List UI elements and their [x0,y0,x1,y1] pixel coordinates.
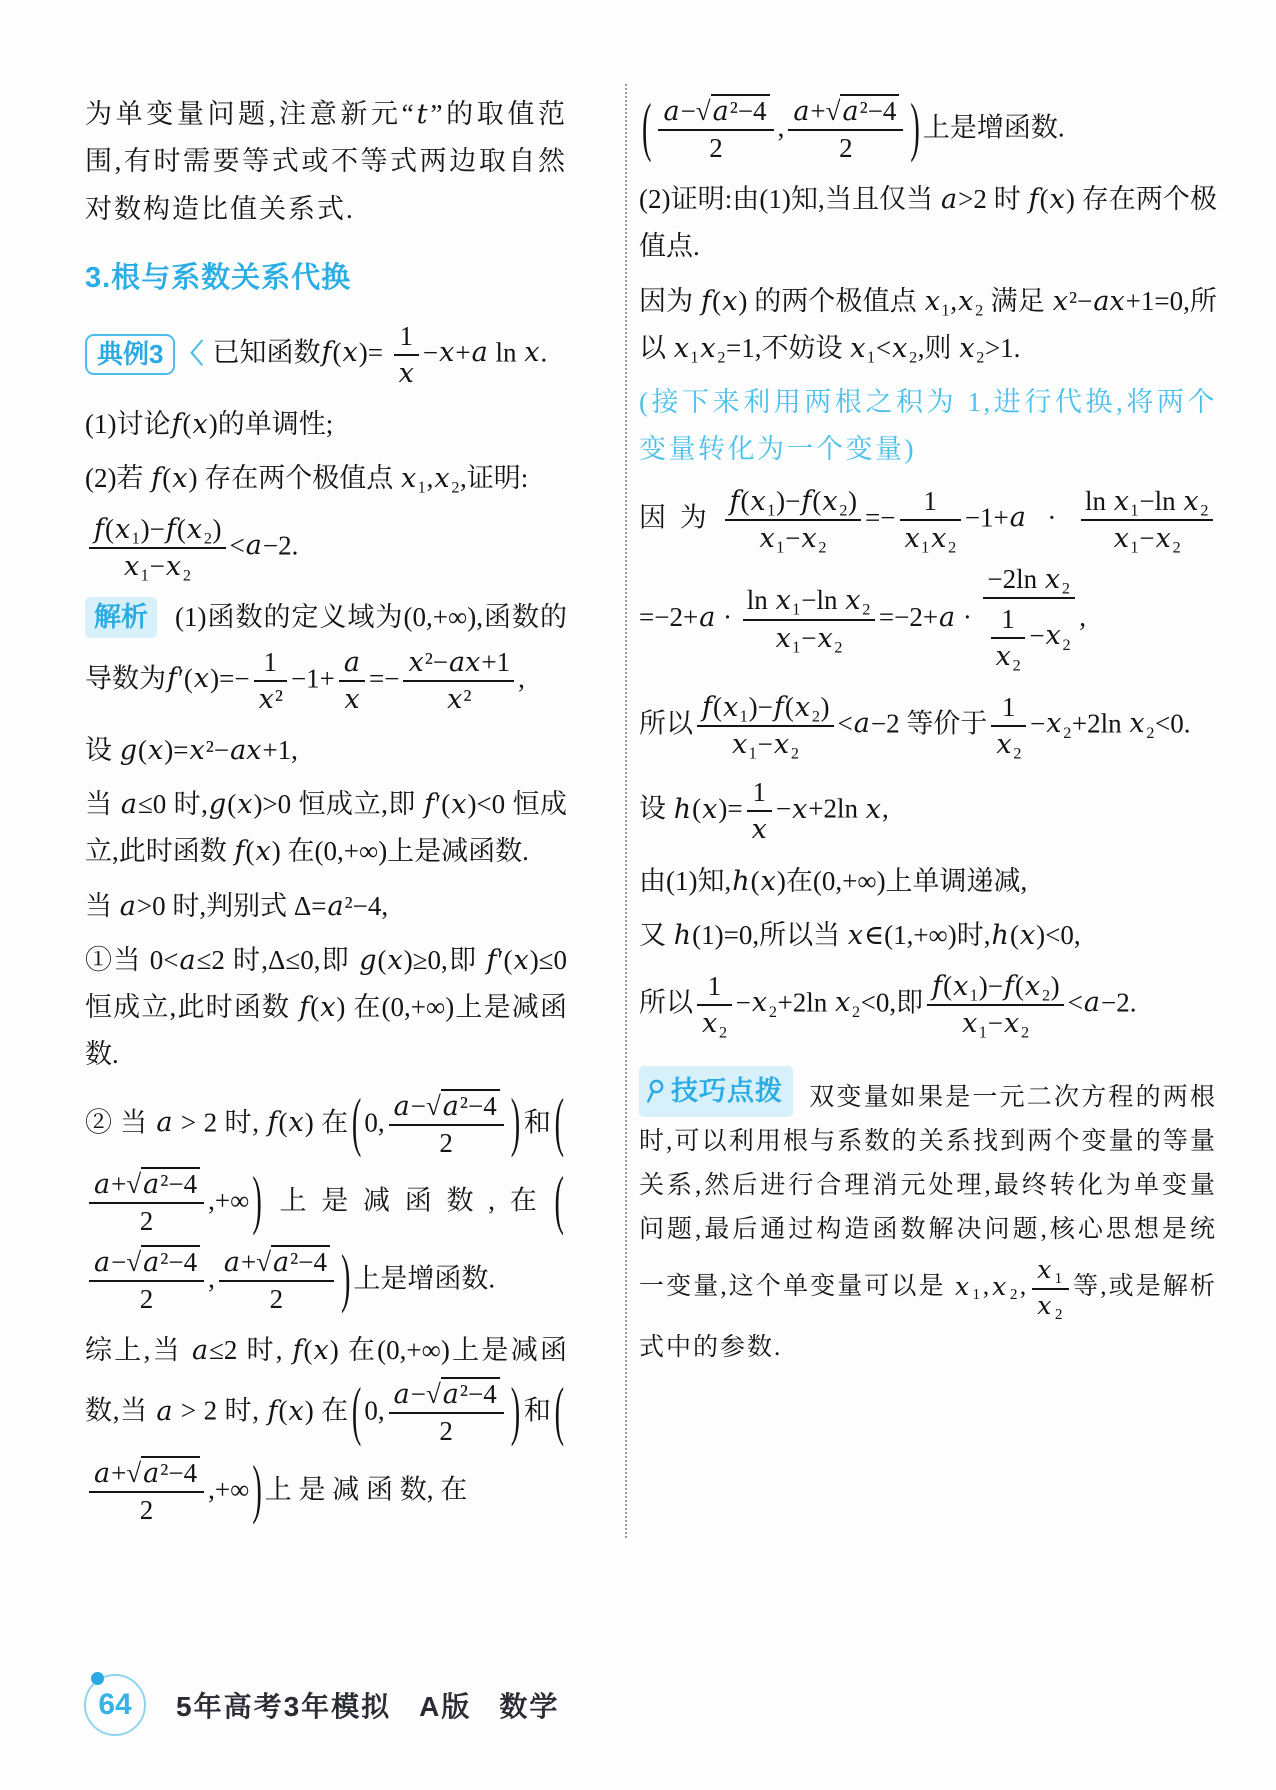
math-var: x [865,793,882,825]
big-paren: ) [252,1455,262,1527]
math-var: x [822,485,838,517]
math-var: x [172,462,188,494]
paragraph: 设 g(x)=x²−ax+1, [85,734,298,766]
math-var: a [793,96,810,127]
numerator: 1 [707,971,722,1002]
math-var: x [959,332,975,364]
numerator: a+√a²−4 [89,1167,204,1202]
big-paren: ) [252,1166,262,1238]
math-var: x [931,522,947,554]
paragraph: (2)若 f(x) 存在两个极值点 x₁,x₂,证明: [85,462,529,494]
math-var: x [835,987,851,1019]
numerator: a−√a²−4 [89,1245,204,1280]
fraction [725,484,862,556]
math-var: f [729,485,740,517]
math-var: x [760,865,776,897]
math-var: x [400,462,417,494]
radicand: a²−4 [711,94,770,126]
math-var: a [471,336,488,368]
left-column [85,84,567,1538]
sqrt [256,1245,330,1277]
denominator: 2 [389,1412,504,1449]
paragraph: ①当 0<a≤2 时,Δ≤0,即 g(x)≥0,即 f′(x)≤0 恒成立,此时函数 f(x) 在(0,+∞)上是减函数. [85,944,567,1070]
math-var: x [408,646,424,678]
math-var: a [120,789,137,821]
numerator: 1 [1001,603,1015,634]
paragraph: 因为 f(x) 的两个极值点 x₁,x₂ 满足 x²−ax+1=0,所以 x₁x₂=1,不妨设 x₁<x₂,则 x₂>1. [639,285,1217,364]
fraction [339,645,365,717]
math-var: a [327,890,344,922]
math-var: x [288,1106,304,1138]
denominator [339,680,365,717]
page-number-badge [84,1674,146,1736]
math-var: h [673,793,692,825]
math-var: x [1046,708,1062,740]
math-var: x [344,683,360,715]
math-var: x [759,522,775,554]
radical-sign: √ [126,1168,142,1199]
book-info [176,1685,559,1725]
math-var: a [663,96,680,127]
math-var: x [673,332,689,364]
math-var: x [1037,1290,1054,1320]
math-var: f [167,662,177,694]
radical-sign: √ [825,96,841,126]
math-var: a [393,1379,410,1411]
math-var: f [267,1106,278,1138]
numerator: a+√a²−4 [89,1456,204,1491]
math-var: a [343,646,361,678]
numerator: f(x₁)−f(x₂) [932,971,1060,1003]
big-paren: ( [351,1088,362,1160]
fraction [1032,1254,1069,1323]
paragraph: 为单变量问题,注意新元“t”的取值范围,有时需要等式或不等式两边取自然对数构造比值关系式. [85,99,568,224]
fraction [89,512,226,584]
section-heading: 3.根与系数关系代换 [85,261,352,294]
math-var: x [792,793,808,825]
solution-block: 解析 (1)函数的定义域为(0,+∞),函数的导数为f′(x)=− $\frac{1}{\text{x²}}$ −1+ $\frac{a}{x}$ =− $\frac{\text{x²−ax+1}}{\text{x²}}$ , [85,594,567,719]
math-var: g [208,789,227,821]
sqrt [126,1456,200,1488]
fraction [389,1377,504,1449]
paragraph: 所以 $\frac{\text{f(x₁)−f(x₂)}}{\text{x₁−x₂}}$ <a−2 等价于 $\frac{1}{\text{x₂}}$ −x₂+2ln x₂<0. [639,687,1217,765]
page-number: 64 [98,1688,132,1721]
numerator: x²−ax+1 [408,646,511,678]
numerator: a+√a²−4 [788,94,903,129]
math-var: a [143,1246,160,1278]
math-var: a [393,1090,410,1122]
math-var: x [255,836,271,868]
math-var: a [143,1168,160,1200]
math-var: x [953,971,969,1003]
denominator: x₁−x₂ [743,619,875,656]
denominator: $\frac{1}{\text{x₂}}$ −x₂ [983,597,1076,677]
math-var: a [94,1246,111,1278]
big-paren: ( [554,1166,564,1238]
big-paren: ) [340,1244,351,1316]
math-var: x [192,408,208,440]
paragraph: 综上,当 a≤2 时, f(x) 在(0,+∞)上是减函数,当 a > 2 时, f(x) 在 ( 0, $\frac{\text{a−√a²−4}}{2}$ ) 和 ( $\frac{\text{a+√a²−4}}{2}$ ,+∞ ) 上 是 减 函 数, 在 [85,1327,567,1531]
numerator: f(x₁)−f(x₂) [702,692,830,724]
tip-block: 技巧点拨 双变量如果是一元二次方程的两根时,可以利用根与系数的关系找到两个变量的等量关系,然后进行合理消元处理,最终转化为单变量问题,最后通过构造函数解决问题,核心思想是统一变量,这个单变量可以是 x₁,x₂, $\frac{\text{x₁}}{\text{x₂}}$ 等,或是解析式中的参数. [639,1066,1217,1370]
math-var: x [847,919,864,951]
fraction [394,319,419,391]
math-var: a [939,601,956,633]
content-columns [85,84,1217,1538]
solution-label: 解析 [85,597,157,637]
denominator: x² [403,680,514,717]
badge-dot-icon [91,1672,104,1685]
math-var: ax [1093,285,1125,317]
numerator: a−√a²−4 [389,1089,504,1124]
radical-sign: √ [425,1379,441,1410]
math-var: a [179,944,196,976]
denominator [394,354,419,391]
math-var: f [94,514,104,546]
math-var: x [1155,522,1171,554]
radical-sign: √ [695,96,711,126]
math-var: x [775,585,791,617]
math-var: x [439,336,455,368]
math-var: f [773,692,784,724]
math-var: x [731,729,748,761]
math-var: g [359,944,377,976]
numerator: f(x₁)−f(x₂) [94,514,222,546]
radical-sign: √ [126,1457,142,1488]
math-var: x [398,357,414,389]
math-var: x [1025,971,1041,1003]
big-paren: ( [351,1377,362,1449]
math-var: x [850,332,866,364]
right-column [639,84,1217,1538]
math-var: x [750,485,766,517]
math-var: x [700,332,716,364]
fraction [89,1456,204,1528]
math-var: x [775,622,791,654]
radical-sign: √ [126,1246,142,1277]
paragraph: 当 a≤0 时,g(x)>0 恒成立,即 f′(x)<0 恒成立,此时函数 f(x) 在(0,+∞)上是减函数. [85,789,568,868]
math-var: x [773,729,790,761]
paragraph: $\frac{\text{f(x₁)−f(x₂)}}{\text{x₁−x₂}}$ <a−2. [85,509,567,587]
math-var: x [722,285,738,317]
math-var: f [702,692,712,724]
radicand: a²−4 [441,1377,500,1409]
math-var: f [1004,971,1015,1003]
radicand: a²−4 [441,1089,500,1121]
math-var: x [1019,919,1036,951]
math-var: f [151,462,162,494]
denominator: x₁−x₂ [89,547,226,584]
fraction [658,94,773,166]
math-var: a [712,96,729,127]
math-var: h [732,865,750,897]
math-var: x [1129,708,1145,740]
fraction [403,645,514,717]
math-var: f [1028,184,1039,216]
numerator: 1 [923,485,937,516]
math-var: x [342,336,358,368]
math-var: x [751,814,767,846]
page-footer [84,1674,559,1736]
math-var: a [119,890,136,922]
fraction [788,94,903,166]
numerator [339,645,365,680]
math-var: x [702,1008,718,1040]
numerator: a−√a²−4 [658,94,773,129]
big-paren: ( [554,1377,565,1449]
math-var: f [165,514,176,546]
math-var: x [904,522,920,554]
math-var: a [94,1457,111,1489]
math-var: x [1052,285,1069,317]
fraction [983,562,1076,677]
math-var: x [723,692,739,724]
math-var: x [817,622,833,654]
math-var: f [171,408,182,440]
math-var: x [794,692,811,724]
sqrt [426,1089,500,1121]
denominator: 2 [389,1124,504,1161]
fraction [991,690,1026,762]
paragraph: 设 h(x)= $\frac{1}{x}$ −x+2ln x, [639,772,1217,850]
sqrt [126,1167,200,1199]
math-var: a [273,1246,290,1278]
math-var: a [842,96,859,127]
sqrt [126,1245,200,1277]
denominator: x₁−x₂ [697,725,834,762]
fraction [89,1167,204,1239]
paragraph: 当 a>0 时,判别式 Δ=a²−4, [85,890,389,922]
math-var: x [996,729,1012,761]
math-var: x [447,683,463,715]
denominator: x₂ [991,637,1026,674]
denominator: 2 [89,1202,204,1239]
math-var: a [853,708,870,740]
numerator: 1 [1001,692,1016,723]
math-var: x [165,551,182,583]
math-var: x [434,462,450,494]
math-var: a [1009,501,1026,533]
radicand: a²−4 [141,1245,200,1277]
math-var: x [237,789,253,821]
math-var: g [119,734,138,766]
math-var: a [94,1168,111,1200]
math-var: x [123,551,140,583]
math-var: ax [449,646,481,678]
math-var: f [424,789,435,821]
paragraph: 又 h(1)=0,所以当 x∈(1,+∞)时,h(x)<0, [639,919,1081,951]
column-divider [625,84,627,1538]
math-var: x [313,1335,329,1367]
math-var: x [288,1395,304,1427]
math-var: f [292,1335,303,1367]
example-label: 典例3 [85,334,175,375]
denominator: x₁−x₂ [927,1004,1064,1041]
numerator: a+√a²−4 [219,1245,334,1280]
math-var: a [442,1379,459,1411]
math-var: x [320,992,336,1024]
numerator: x₁ [1037,1255,1066,1285]
book-series: 5年高考3年模拟 [176,1691,392,1722]
paragraph: 因为 $\frac{\text{f(x₁)−f(x₂)}}{\text{x₁−x₂}}$ =− $\frac{1}{\text{x₁x₂}}$ −1+a · $\frac{\text{ln x₁−ln x₂}}{\text{x₁−x₂}}$ =−2+a · $\frac{\text{ln x₁−ln x₂}}{\text{x₁−x₂}}$ =−2+a · −2ln x₂ $\frac{1}{\text{x₂}}$ −x₂ , [639,481,1217,680]
math-var: x [189,734,205,766]
math-var: x [962,1008,978,1040]
big-paren: ) [510,1088,521,1160]
math-var: x [958,285,974,317]
fraction [927,969,1064,1041]
math-var: x [513,944,529,976]
denominator: 2 [89,1491,204,1528]
numerator: 1 [263,646,278,677]
big-paren: ( [554,1088,565,1160]
sqrt [696,94,770,126]
math-var: a [156,1395,173,1427]
math-var: x [193,662,210,694]
denominator: 2 [788,129,903,166]
paragraph: (2)证明:由(1)知,当且仅当 a>2 时 f(x) 存在两个极值点. [639,184,1218,262]
math-var: f [234,836,245,868]
denominator [747,810,772,847]
tip-label [639,1066,793,1117]
fraction [219,1245,334,1317]
book-subject: 数学 [499,1691,560,1722]
math-var: x [801,522,817,554]
math-var: x [451,789,467,821]
radical-sign: √ [256,1246,272,1277]
numerator: −2ln x₂ [987,563,1071,595]
math-var: x [1113,522,1129,554]
big-paren: ( [642,93,652,166]
math-var: f [299,992,310,1024]
math-var: a [941,184,958,216]
big-paren: ) [910,93,920,166]
math-var: a [143,1457,160,1489]
math-var: x [1049,184,1065,216]
numerator: f(x₁)−f(x₂) [729,485,858,517]
numerator: 1 [752,777,766,808]
book-edition: A版 [419,1691,472,1722]
math-var: f [486,944,497,976]
math-var: x [924,285,940,317]
denominator: x₂ [991,725,1026,762]
sqrt [426,1377,500,1409]
big-paren: ) [510,1377,521,1449]
math-var: ax [230,734,262,766]
math-var: x [892,332,908,364]
paragraph: (接下来利用两根之积为 1,进行代换,将两个变量转化为一个变量) [639,387,1217,465]
example-label-notch: 〈 [176,338,204,369]
math-var: x [995,641,1011,673]
paragraph: (1)讨论f(x)的单调性; [85,408,334,440]
math-var: a [1083,987,1101,1019]
math-var: x [1113,485,1129,517]
math-var: x [1037,1255,1054,1285]
radicand: a²−4 [141,1167,200,1199]
denominator: x₂ [697,1004,732,1041]
fraction [991,602,1026,674]
denominator: x₂ [1032,1288,1069,1324]
magnifier-icon [644,1078,666,1105]
math-var: f [932,971,943,1003]
fraction [1081,484,1213,556]
math-var: a [223,1246,240,1278]
math-var: f [701,285,712,317]
math-var: a [442,1090,459,1122]
math-var: x [1045,620,1061,652]
math-var: x [148,734,164,766]
fraction [254,645,287,717]
sqrt [826,94,900,126]
fraction [743,583,875,655]
math-var: x [955,1271,972,1301]
math-var: t [416,99,430,130]
denominator: 2 [89,1280,204,1317]
denominator: 2 [658,129,773,166]
denominator: x² [254,680,287,717]
math-var: f [321,336,332,368]
math-var: x [751,987,768,1019]
numerator: 1 [399,320,414,351]
denominator: 2 [219,1280,334,1317]
math-var: a [156,1106,173,1138]
fraction [697,690,834,762]
paragraph: 由(1)知,h(x)在(0,+∞)上单调递减, [639,865,1028,897]
math-var: x [258,683,274,715]
math-var: x [1004,1008,1020,1040]
denominator: x₁−x₂ [725,519,862,556]
math-var: h [673,919,692,951]
math-var: x [702,793,718,825]
radicand: a²−4 [840,94,899,126]
math-var: a [699,601,716,633]
math-var: x [524,336,540,368]
fraction [389,1089,504,1161]
numerator: a−√a²−4 [389,1377,504,1412]
radicand: a²−4 [141,1456,200,1488]
tip-label-text: 技巧点拨 [671,1076,783,1107]
numerator: ln x₁−ln x₂ [746,585,871,617]
fraction [697,969,732,1041]
denominator: x₁x₂ [900,519,961,556]
paragraph: 所以 $\frac{1}{\text{x₂}}$ −x₂+2ln x₂<0,即 $\frac{\text{f(x₁)−f(x₂)}}{\text{x₁−x₂}}$ <a−2. [639,966,1217,1044]
math-var: f [267,1395,278,1427]
math-var: x [115,514,131,546]
math-var: h [991,919,1009,951]
example-block: 典例3 〈 已知函数f(x)= $\frac{1}{x}$ −x+a ln x. [85,316,567,394]
fraction [747,775,772,847]
denominator: x₁−x₂ [1081,519,1213,556]
fraction [900,484,961,556]
math-var: x [992,1271,1009,1301]
radicand: a²−4 [271,1245,330,1277]
math-var: x [387,944,403,976]
math-var: a [245,530,262,562]
paragraph: ( $\frac{\text{a−√a²−4}}{2}$ , $\frac{\text{a+√a²−4}}{2}$ ) 上是增函数. [639,91,1217,169]
math-var: x [1183,485,1199,517]
math-var: a [191,1335,209,1367]
math-var: f [801,485,812,517]
radical-sign: √ [425,1090,441,1121]
math-var: x [845,585,861,617]
paragraph: ② 当 a > 2 时, f(x) 在 ( 0, $\frac{\text{a−√a²−4}}{2}$ ) 和 ( $\frac{\text{a+√a²−4}}{2}$ ,+∞ ) 上是减函数,在 ( $\frac{\text{a−√a²−4}}{2}$ , $\frac{\text{a+√a²−4}}{2}$ ) 上是增函数. [85,1086,567,1321]
math-var: x [186,514,203,546]
fraction [89,1245,204,1317]
numerator: ln x₁−ln x₂ [1084,485,1209,517]
math-var: x [1044,563,1061,595]
